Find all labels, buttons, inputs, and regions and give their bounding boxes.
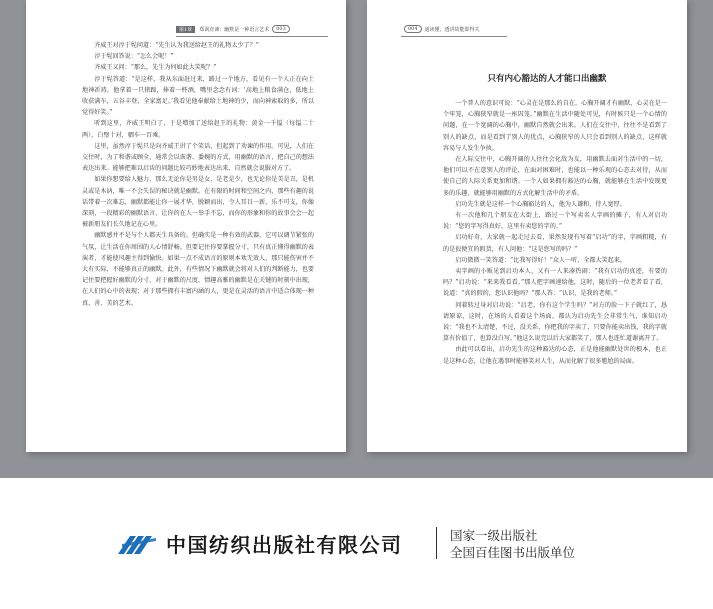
left-page-header — [176, 22, 328, 37]
paragraph: 由此可以看出，启功先生的这种豁达的心态，正是他能幽默处世的根本，也正是这种心态，让他在遇事时能够笑对人生，从而化解了很多尴尬的局面。 — [443, 346, 667, 365]
paragraph: 有一次他和几个朋友在大街上，路过一个写卖名人字画的摊子，有人对启功说：“您的字写得真好，这里有卖您的字的。” — [443, 212, 667, 231]
paragraph: 这里，虽然淳于髡只是向齐威王讲了个笑话，但起到了劝谏的作用。可见，人们在交往时，为了和谐或顾全，通常会以诙谐、委婉的方式，用幽默的语言，把自己的想法表达出来。能够把难以启齿的问题比较巧妙地表达出来，自然就会说服对方了。 — [82, 142, 314, 173]
paragraph: 齐威王对淳于髡问道：“先生认为我送给赵王的礼物太少了？” — [94, 42, 259, 49]
paragraph: 在人际交往中，心胸开阔的人往往会化敌为友，用幽默去面对生活中的一切，他们可以不在意别人的评论，在面对困难时，也能以一种乐观的心态去对待，从而使自己的人际关系更加和谐。一个人如果拥有豁达的心胸，就能够在生活中发现更多的乐趣，就能够用幽默的方式化解生活中的矛盾。 — [443, 156, 667, 197]
paragraph: 淳于髡回答说：“怎么会呢！” — [94, 53, 174, 61]
footer-divider — [436, 527, 437, 559]
paragraph: 齐威王又问：“那么，先生为何如此大笑呢？” — [94, 64, 217, 72]
right-page — [367, 0, 687, 452]
paragraph: 如果你想要给人魅力，那么无论你是男是女，是老是少，也无论你是美是丑，是机灵或是木讷，唯一不会失误的秘诀就是幽默。在有限的时间和空间之内，那些有趣的说话带着一次难忘，幽默都能让你一展才华，脱颖而出，令人耳目一新，乐不可支，你像深刻，一段精彩的幽默语言，让你的在人一举手不忘，而你的形象和你的故事会会一起被新朋友们长久地记在心里。 — [82, 176, 314, 229]
right-page-body — [443, 98, 667, 367]
page-number: 004 — [404, 25, 422, 33]
running-title: 郑讽直谏：幽默是一种语言艺术 — [199, 26, 270, 33]
page-number: 003 — [272, 25, 290, 33]
slogan-line-2: 全国百佳图书出版单位 — [450, 545, 576, 560]
paragraph: 听到这里，齐威王明白了，于是增加了送给赵王的礼物：黄金一千镒（每镒二十两），白璧十对，驷车一百乘。 — [82, 120, 314, 139]
right-page-header — [401, 22, 507, 37]
section-title: 只有内心豁达的人才能口出幽默 — [487, 74, 607, 84]
paragraph: 启功微微一笑答道：“比我写得好！”众人一听，全都大笑起来。 — [455, 256, 626, 264]
paragraph: 问着转过身对启功说：“启老，你有这个学生吗？”对方的脸一下子就红了，恳请原谅，这时，在场的人看着这个场面，都认为启功先生会非常生气，谁知启功说：“我也不太清楚，不过，没关系，你把我的字卖了，只要你能卖出钱，我的字就算有价值了，也算没白写。”他这么说完以后大家都笑了，那人也连忙道谢离开了。 — [443, 301, 667, 343]
running-title: 通读懂，透讲故能即得关 — [424, 26, 480, 33]
slogan-line-1: 国家一级出版社 — [450, 528, 538, 543]
publisher-name: 中国纺织出版社有限公司 — [166, 533, 403, 557]
paragraph: 一个普人的意识可说：“心灵在是那么的自在，心胸开阔才有幽默，心灵在是一个牢笼，心胸狭窄就是一座囚笼。”幽默在生活中随处可见，有时候只是一个心情的问题，在一个宽阔的心胸中，幽默自然就会出来。人们在交往中，往往不是看到了别人的缺点，而是看到了别人的优点，心胸狭窄的人只会看到别人的缺点，这样就容易与人发生争执。 — [443, 100, 667, 152]
paragraph: 启功好奇，大家就一起走过去看，果然发现有写着“启功”的字，字画粗糙，有的是很便宜的假货，有人问他：“这是您写的吗？” — [443, 234, 667, 253]
publisher-logo-icon — [116, 528, 158, 558]
left-page-body — [82, 40, 314, 309]
paragraph: 幽默感并不是与个人都天生具备的。但确实是一种有效的武器，它可以调节紧张的气氛，让生活在你周围的人心情舒畅。但要记住你要掌握分寸，只有真正懂得幽默的表演者，才能使风趣主得到愉快。如果一点不成语言的原则本欢无效人，那只能伤害并不大有实际，不能够真正的幽默。此外，有些情况下幽默就会将对人们的判断能力，也要记住要把握好幽默的分寸，对于幽默的尺度，情趣高雅的幽默是在关键的时刻中出现，在人们的心中的表现；对于那些拥有丰富内涵的人，更是在灵活的语言中适合体现一种真、善、美的艺术。 — [82, 232, 314, 307]
paragraph: 卖字画的小贩见到启功本人，又有一人来凑热闹：“我有启功的真迹，有要的吗？”启功说：“来来我看看。”那人把字画递给他，这时，随后的一位老者看了看，说道：“真的假的，您认识他吗？”那人答：“认识，是我的老师。” — [443, 268, 667, 298]
left-page — [26, 0, 346, 452]
paragraph: 启功先生就是这样一个心胸豁达的人，他为人谦和，待人宽厚。 — [455, 200, 626, 208]
chapter-chip: 第1章 — [176, 26, 195, 33]
paragraph: 淳于髡答道：“是这样，我从东面赶过来，路过一个地方，看见有一个人正在向土地神祈祷。他拿着一只猪蹄，捧着一杯酒，嘴里念念有词：‘高地上粮食满仓，低地上收获满车，五谷丰登，全家富足。’我看见他奉献给土地神的少，而向神索取的多，所以觉得好笑。” — [82, 75, 314, 117]
